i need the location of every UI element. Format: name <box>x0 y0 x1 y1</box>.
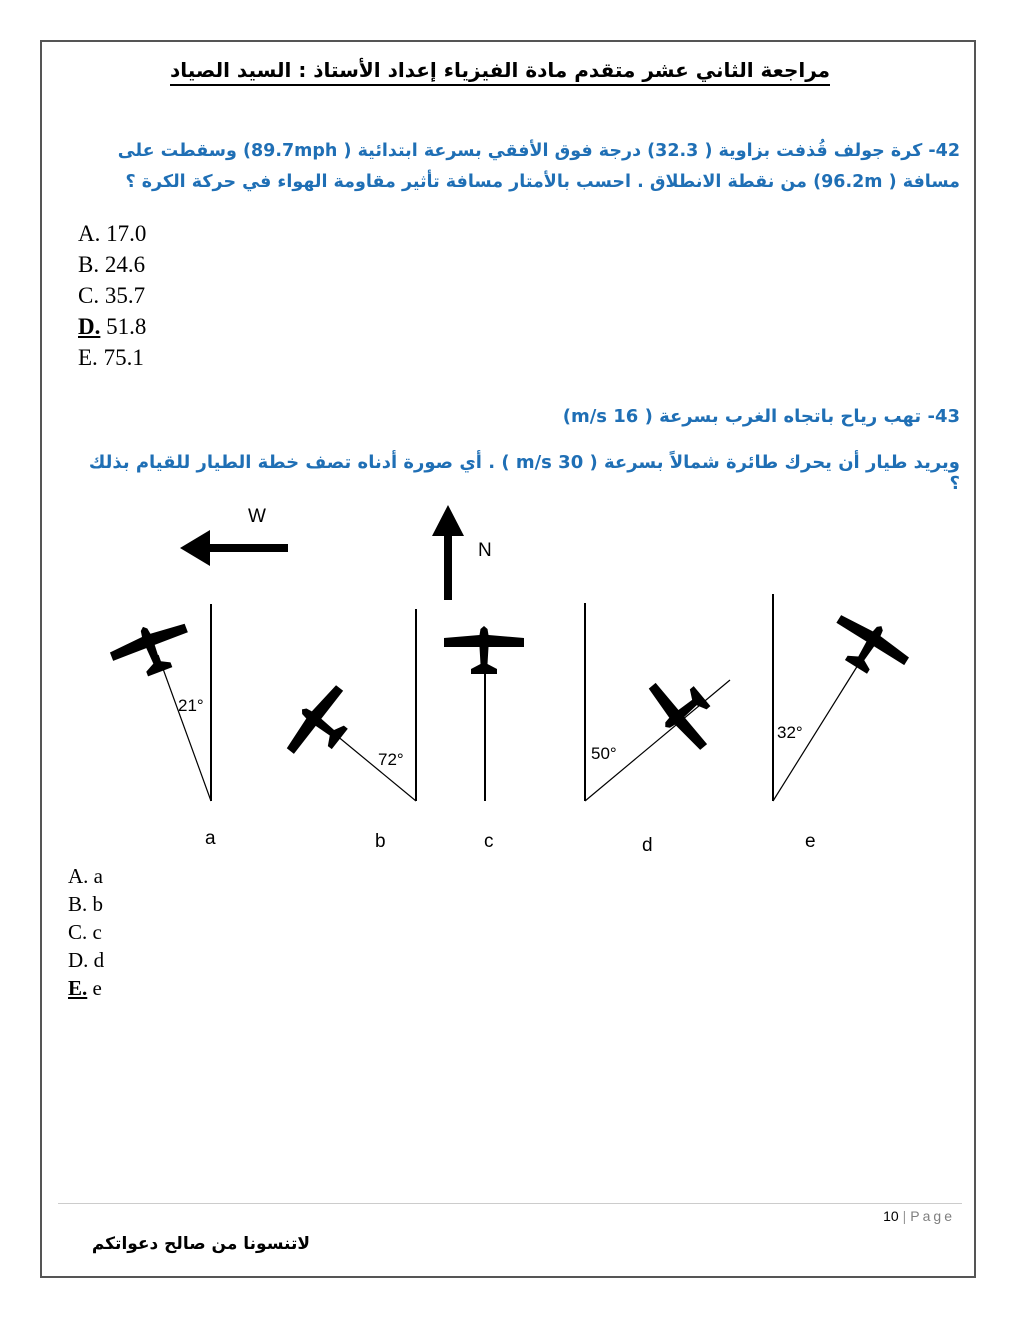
airplane-b-icon <box>277 678 364 771</box>
option-e[interactable]: E. 75.1 <box>78 345 144 370</box>
page-title: مراجعة الثاني عشر متقدم مادة الفيزياء إعداد الأستاذ : السيد الصياد <box>150 58 850 82</box>
option-c[interactable]: C. 35.7 <box>78 283 146 308</box>
option-a[interactable]: A. a <box>68 864 103 888</box>
north-arrow-icon <box>432 505 464 600</box>
option-c[interactable]: C. c <box>68 920 102 944</box>
question-43-line1: 43- تهب رياح باتجاه الغرب بسرعة ( 16 m/s) <box>562 406 960 427</box>
option-b[interactable]: B. b <box>68 892 104 916</box>
north-label: N <box>478 540 492 561</box>
option-a[interactable]: A. 17.0 <box>78 221 147 246</box>
diagram-label-a: a <box>205 828 216 849</box>
footer-dua: لاتنسونا من صالح دعواتكم <box>91 1234 310 1254</box>
angle-label-d: 50° <box>591 744 617 763</box>
diagram-a <box>106 604 216 849</box>
angle-label-e: 32° <box>777 723 803 742</box>
angle-label-b: 72° <box>378 750 404 769</box>
diagram-label-d: d <box>642 835 653 856</box>
page-number: 10 | Page <box>883 1208 955 1224</box>
diagram-label-b: b <box>375 831 386 852</box>
diagram-label-c: c <box>484 831 494 852</box>
diagram-c <box>444 626 524 852</box>
angle-label-a: 21° <box>178 696 204 715</box>
footer-divider <box>58 1203 962 1204</box>
option-d[interactable]: D. d <box>68 948 105 972</box>
question-43-options <box>68 862 104 1002</box>
airplane-diagram <box>0 490 1020 860</box>
airplane-e-icon <box>822 605 915 688</box>
option-e-correct[interactable]: E. e <box>68 976 102 1000</box>
diagram-label-e: e <box>805 831 816 852</box>
airplane-c-icon <box>444 626 524 674</box>
diagram-d <box>585 603 730 856</box>
west-label: W <box>248 506 266 527</box>
west-arrow-icon <box>180 530 288 566</box>
question-43-line2: ويريد طيار أن يحرك طائرة شمالاً بسرعة ( 30 m/s ) . أي صورة أدناه تصف خطة الطيار للقيام بذلك ؟ <box>88 452 960 494</box>
diagram-e <box>773 594 915 852</box>
question-42-options <box>78 218 146 373</box>
airplane-a-icon <box>106 613 198 686</box>
diagram-b <box>277 609 416 852</box>
option-b[interactable]: B. 24.6 <box>78 252 146 277</box>
question-42-text: 42- كرة جولف قُذفت بزاوية ( 32.3) درجة فوق الأفقي بسرعة ابتدائية ( 89.7mph) وسقطت على مسافة ( 96.2m) من نقطة الانطلاق . احسب بالأمتار مسافة تأثير مقاومة الهواء في حركة الكرة ؟ <box>117 141 960 192</box>
option-d-correct[interactable]: D. 51.8 <box>78 314 147 339</box>
